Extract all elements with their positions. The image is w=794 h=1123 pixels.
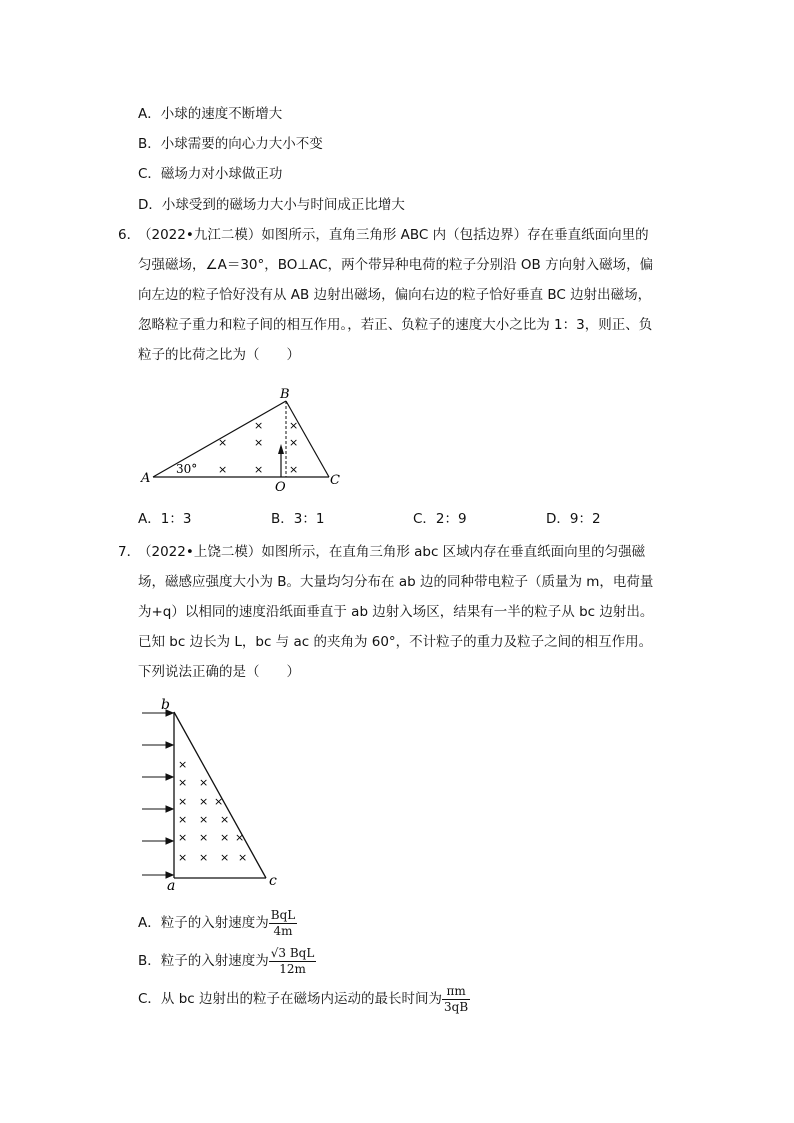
q6-field-cross: × [289,463,299,476]
q7-option-b [138,944,316,978]
q7-option-b-denominator: 12m [279,961,306,976]
q6-angle-label: 30° [176,462,198,476]
q7-source: （2022•上饶二模） [138,544,262,560]
q7-field-cross: × [178,813,188,826]
q7-option-a-fraction [269,908,297,939]
q6-stem [138,220,658,370]
q7-option-c-prefix: C．从 bc 边射出的粒子在磁场内运动的最长时间为 [138,991,442,1007]
q7-option-c-numerator: πm [442,984,470,1000]
q7-field-cross: × [178,831,188,844]
q6-label-a: A [141,471,151,486]
q6-label-c: C [330,473,340,488]
q7-field-cross: × [220,851,230,864]
q7-field-cross: × [214,795,224,808]
q6-text: 如图所示，直角三角形 ABC 内（包括边界）存在垂直纸面向里的匀强磁场，∠A＝30°，BO⊥AC，两个带异种电荷的粒子分别沿 OB 方向射入磁场，偏向左边的粒子恰好没有从 AB 边射出磁场，偏向右边的粒子恰好垂直 BC 边射出磁场，忽略粒子重力和粒子间的相互作用。，若正、负粒子的速度大小之比为 1：3，则正、负粒子的比荷之比为（ ） [138,227,654,363]
q7-option-c-fraction [442,984,470,1015]
q7-option-c [138,982,470,1016]
q6-number: 6． [118,227,141,243]
q5-option-b: B．小球需要的向心力大小不变 [138,136,323,152]
q6-option-c: C．2：9 [413,511,467,527]
q6-option-d: D．9：2 [546,511,601,527]
q6-field-cross: × [289,419,299,432]
q7-field-cross: × [220,831,230,844]
q5-option-a: A．小球的速度不断增大 [138,106,283,122]
q7-field-cross: × [178,758,188,771]
q7-field-cross: × [235,831,245,844]
q7-number: 7． [118,544,141,560]
q7-option-b-fraction [269,946,317,977]
q7-option-a-numerator: BqL [270,907,296,922]
q7-field-cross: × [238,851,248,864]
q6-label-o: O [275,480,286,495]
q6-field-cross: × [218,463,228,476]
q5-option-c: C．磁场力对小球做正功 [138,166,283,182]
q7-option-b-numerator: √3 BqL [270,945,315,960]
q7-field-cross: × [178,795,188,808]
q6-source: （2022•九江二模） [138,227,262,243]
q7-field-cross: × [199,776,209,789]
q7-stem [138,537,658,687]
q7-field-cross: × [199,851,209,864]
q6-option-a: A．1：3 [138,511,192,527]
q7-text: 如图所示，在直角三角形 abc 区域内存在垂直纸面向里的匀强磁场，磁感应强度大小为 B。大量均匀分布在 ab 边的同种带电粒子（质量为 m，电荷量为+q）以相同的速度沿纸面垂直于 ab 边射入场区，结果有一半的粒子从 bc 边射出。已知 bc 边长为 L，bc 与 ac 的夹角为 60°，不计粒子的重力及粒子之间的相互作用。下列说法正确的是（ ） [138,544,654,680]
q7-incoming-arrows [142,710,173,878]
q7-figure [138,695,288,895]
q7-label-a: a [167,878,176,894]
q5-option-d: D．小球受到的磁场力大小与时间成正比增大 [138,197,405,213]
q6-field-cross: × [254,419,264,432]
q6-option-b: B．3：1 [271,511,325,527]
q6-field-cross: × [254,463,264,476]
q7-option-a-denominator: 4m [273,923,293,938]
q7-field-cross: × [199,831,209,844]
q7-option-a [138,906,297,940]
q6-field-cross: × [218,436,228,449]
q7-field-cross: × [178,776,188,789]
q7-field-cross: × [178,851,188,864]
q6-arrow-head [278,444,284,454]
q7-option-b-prefix: B．粒子的入射速度为 [138,953,269,969]
q7-option-a-prefix: A．粒子的入射速度为 [138,915,269,931]
q7-label-b: b [161,697,170,713]
q7-field-cross: × [199,795,209,808]
q6-label-b: B [280,387,290,402]
q7-label-c: c [269,873,277,889]
q6-field-cross: × [289,436,299,449]
q6-field-cross: × [254,436,264,449]
q7-field-cross: × [220,813,230,826]
q7-field-cross: × [199,813,209,826]
q7-option-c-denominator: 3qB [444,999,469,1014]
q6-figure [136,385,356,495]
